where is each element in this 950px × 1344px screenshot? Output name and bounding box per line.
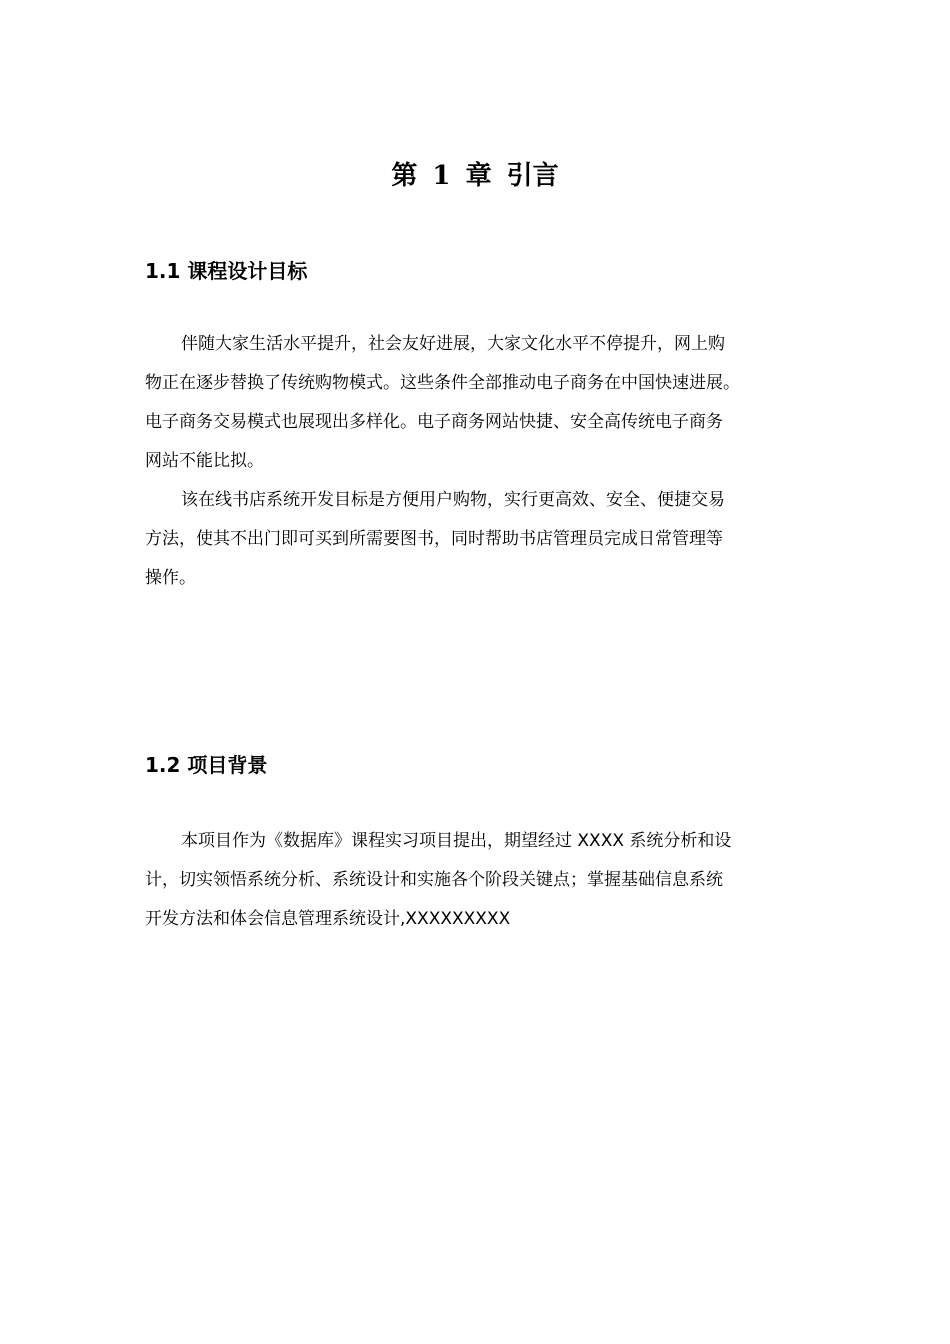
- paragraph-line: 物正在逐步替换了传统购物模式。这些条件全部推动电子商务在中国快速进展。: [145, 373, 740, 393]
- section-1-1-body: [145, 325, 815, 598]
- paragraph-line: 电子商务交易模式也展现出多样化。电子商务网站快捷、安全高传统电子商务: [145, 412, 723, 432]
- paragraph-line: 该在线书店系统开发目标是方便用户购物，实行更高效、安全、便捷交易: [181, 490, 725, 510]
- paragraph-line: 网站不能比拟。: [145, 451, 264, 471]
- section-1-2-body: [145, 822, 815, 939]
- paragraph-line: 本项目作为《数据库》课程实习项目提出，期望经过 XXXX 系统分析和设: [181, 831, 732, 851]
- paragraph-line: 计，切实领悟系统分析、系统设计和实施各个阶段关键点；掌握基础信息系统: [145, 870, 723, 890]
- paragraph-line: 方法，使其不出门即可买到所需要图书，同时帮助书店管理员完成日常管理等: [145, 529, 723, 549]
- chapter-title: 第 1 章 引言: [391, 161, 559, 191]
- paragraph-line: 伴随大家生活水平提升，社会友好进展，大家文化水平不停提升，网上购: [181, 334, 725, 354]
- paragraph-line: 操作。: [145, 568, 196, 588]
- section-heading-1-2: 1.2 项目背景: [145, 753, 268, 777]
- section-heading-1-1: 1.1 课程设计目标: [145, 259, 308, 283]
- paragraph-line: 开发方法和体会信息管理系统设计,XXXXXXXXX: [145, 909, 511, 929]
